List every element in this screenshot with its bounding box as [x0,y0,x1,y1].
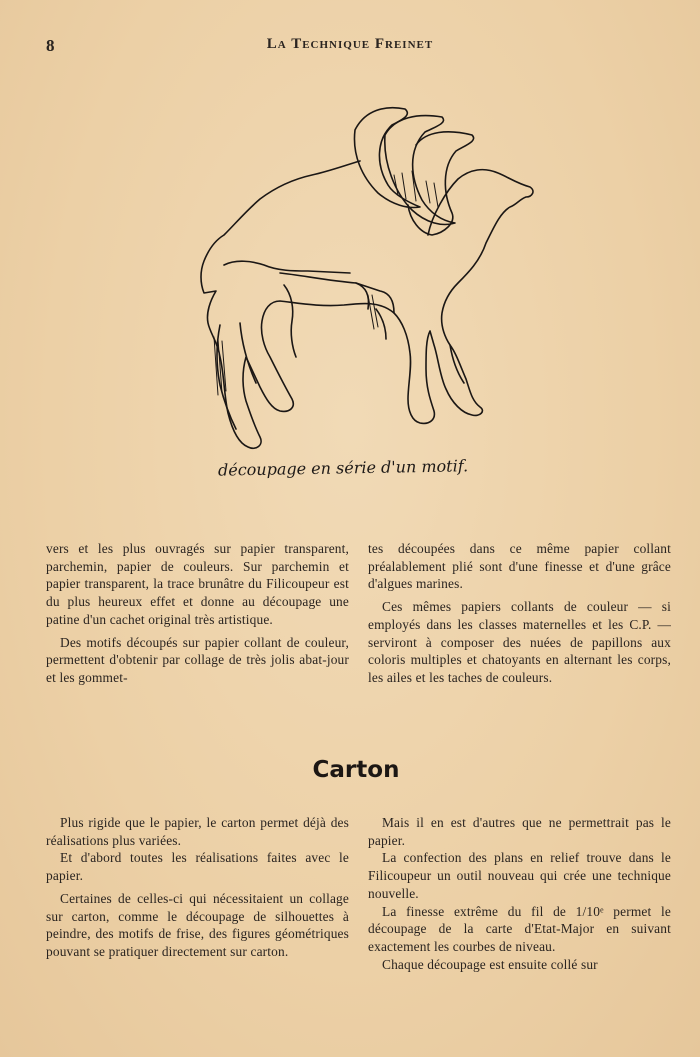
paragraph: Ces mêmes papiers collants de couleur — si employés dans les classes maternelles et les C.P. — serviront à composer des nuées de papillons aux coloris multiples et chatoyants en alternant les corps, les ailes et les taches de couleurs. [368,599,671,685]
paragraph: La finesse extrême du fil de 1/10ᵉ permet le découpage de la carte d'Etat-Major en suivant exactement les courbes de niveau. [368,903,671,954]
paragraph: vers et les plus ouvragés sur papier transparent, parchemin, papier de couleurs. Sur parchemin et papier transparent, la trace brunâtre du Filicoupeur est du plus heureux effet et donne au découpage une patine d'un cachet original très artistique. [46,541,349,627]
section1-left-column [46,540,349,687]
paragraph: Chaque découpage est ensuite collé sur [382,956,598,972]
section1-right-column [368,540,671,687]
paragraph: Certaines de celles-ci qui nécessitaient un collage sur carton, comme le découpage de silhouettes à peindre, des motifs de frise, des figures géométriques pouvant se pratiquer directement sur carton. [46,890,349,959]
paragraph: Plus rigide que le papier, le carton permet déjà des réalisations plus variées. [46,815,349,848]
section2-right-column [368,814,671,973]
paragraph: tes découpées dans ce même papier collant préalablement plié sont d'une finesse et d'une grâce d'algues marines. [368,541,671,592]
figure-caption: découpage en série d'un motif. [217,456,469,480]
paragraph: Des motifs découpés sur papier collant de couleur, permettent d'obtenir par collage de très jolis abat-jour et les gommet- [46,634,349,685]
page-number: 8 [46,36,55,55]
camel-illustration [180,95,550,465]
paragraph: La confection des plans en relief trouve dans le Filicoupeur un outil nouveau qui crée une technique nouvelle. [368,850,671,901]
section2-left-column [46,814,349,961]
section-title: Carton [312,757,400,783]
paragraph: Et d'abord toutes les réalisations faites avec le papier. [46,850,349,884]
running-title: La Technique Freinet [266,36,434,52]
paragraph: Mais il en est d'autres que ne permettrait pas le papier. [368,815,671,848]
